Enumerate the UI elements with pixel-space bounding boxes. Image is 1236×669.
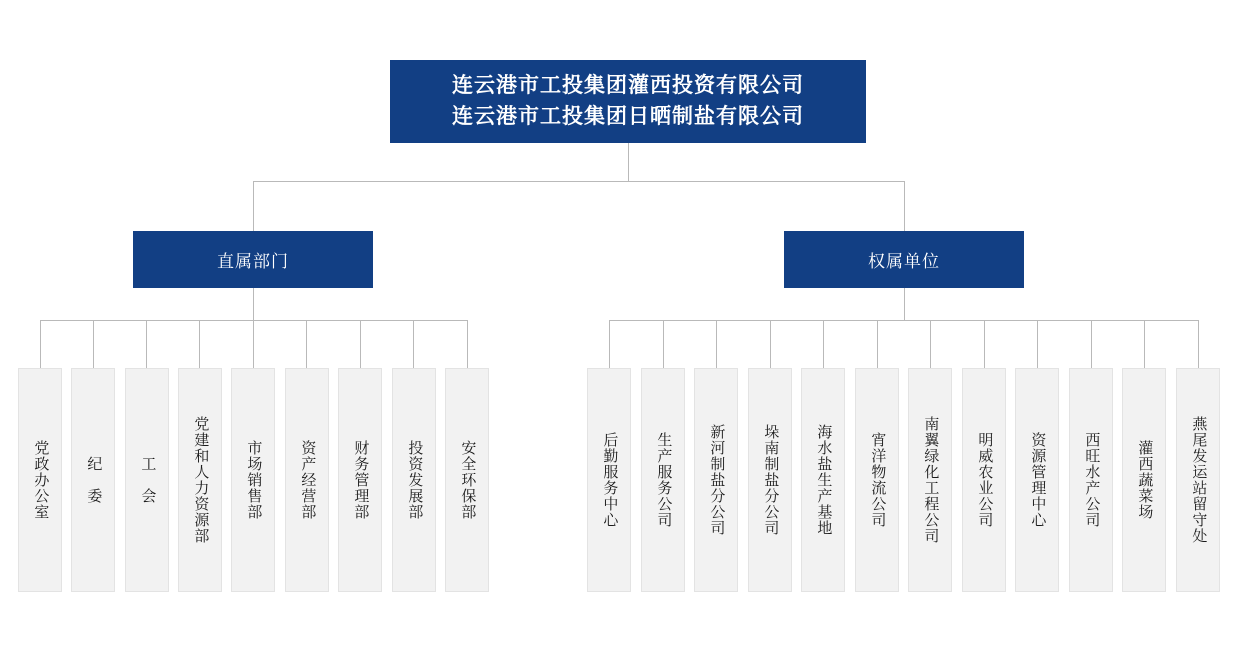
leaf-label: 明威农业公司 [976, 432, 994, 528]
connector-root-stem [628, 143, 629, 181]
leaf-label: 资产经营部 [299, 440, 317, 520]
leaf-node [1122, 368, 1166, 592]
connector-right-drop-3 [716, 320, 717, 368]
connector-right-drop-12 [1198, 320, 1199, 368]
leaf-label: 投资发展部 [406, 440, 424, 520]
branch-node-subsidiaries-label: 权属单位 [868, 252, 940, 271]
leaf-label: 海水盐生产基地 [815, 424, 833, 536]
leaf-label: 宵洋物流公司 [869, 432, 887, 528]
connector-right-bus [609, 320, 1198, 321]
connector-root-bus [253, 181, 904, 182]
connector-left-drop-4 [199, 320, 200, 368]
leaf-label: 后勤服务中心 [601, 432, 619, 528]
leaf-node [694, 368, 738, 592]
leaf-label: 安全环保部 [459, 440, 477, 520]
branch-node-departments-label: 直属部门 [217, 252, 289, 271]
branch-node-subsidiaries [784, 231, 1024, 288]
connector-left-drop-1 [40, 320, 41, 368]
connector-to-right-branch [904, 181, 905, 231]
leaf-label: 资源管理中心 [1029, 432, 1047, 528]
connector-right-drop-5 [823, 320, 824, 368]
leaf-node [641, 368, 685, 592]
leaf-node [1176, 368, 1220, 592]
connector-left-drop-8 [413, 320, 414, 368]
connector-left-drop-9 [467, 320, 468, 368]
leaf-node [1015, 368, 1059, 592]
leaf-node [908, 368, 952, 592]
leaf-node [445, 368, 489, 592]
root-node-line2: 连云港市工投集团日晒制盐有限公司 [452, 104, 804, 128]
leaf-label: 燕尾发运站留守处 [1190, 416, 1208, 544]
connector-left-drop-7 [360, 320, 361, 368]
leaf-label: 财务管理部 [352, 440, 370, 520]
connector-left-drop-5 [253, 320, 254, 368]
leaf-node [338, 368, 382, 592]
leaf-label: 生产服务公司 [655, 432, 673, 528]
leaf-node [748, 368, 792, 592]
leaf-node [587, 368, 631, 592]
connector-left-drop-2 [93, 320, 94, 368]
connector-right-drop-6 [877, 320, 878, 368]
connector-to-left-branch [253, 181, 254, 231]
leaf-label: 纪 委 [85, 456, 103, 504]
connector-right-stem [904, 288, 905, 320]
leaf-label: 南翼绿化工程公司 [922, 416, 940, 544]
connector-left-drop-6 [306, 320, 307, 368]
leaf-node [962, 368, 1006, 592]
connector-right-drop-11 [1144, 320, 1145, 368]
root-node [390, 60, 866, 143]
leaf-node [18, 368, 62, 592]
connector-left-drop-3 [146, 320, 147, 368]
leaf-label: 西旺水产公司 [1083, 432, 1101, 528]
connector-right-drop-2 [663, 320, 664, 368]
connector-right-drop-4 [770, 320, 771, 368]
connector-right-drop-1 [609, 320, 610, 368]
connector-right-drop-9 [1037, 320, 1038, 368]
leaf-node [1069, 368, 1113, 592]
connector-left-stem [253, 288, 254, 320]
leaf-label: 灌西蔬菜场 [1136, 440, 1154, 520]
leaf-node [285, 368, 329, 592]
leaf-label: 市场销售部 [245, 440, 263, 520]
connector-right-drop-7 [930, 320, 931, 368]
leaf-node [801, 368, 845, 592]
leaf-label: 垛南制盐分公司 [762, 424, 780, 536]
leaf-node [125, 368, 169, 592]
leaf-label: 新河制盐分公司 [708, 424, 726, 536]
leaf-label: 党建和人力资源部 [192, 416, 210, 544]
root-node-line1: 连云港市工投集团灌西投资有限公司 [452, 74, 804, 98]
connector-right-drop-10 [1091, 320, 1092, 368]
connector-right-drop-8 [984, 320, 985, 368]
leaf-label: 工 会 [139, 456, 157, 504]
branch-node-departments [133, 231, 373, 288]
leaf-label: 党政办公室 [32, 440, 50, 520]
leaf-node [392, 368, 436, 592]
leaf-node [71, 368, 115, 592]
leaf-node [855, 368, 899, 592]
leaf-node [178, 368, 222, 592]
leaf-node [231, 368, 275, 592]
